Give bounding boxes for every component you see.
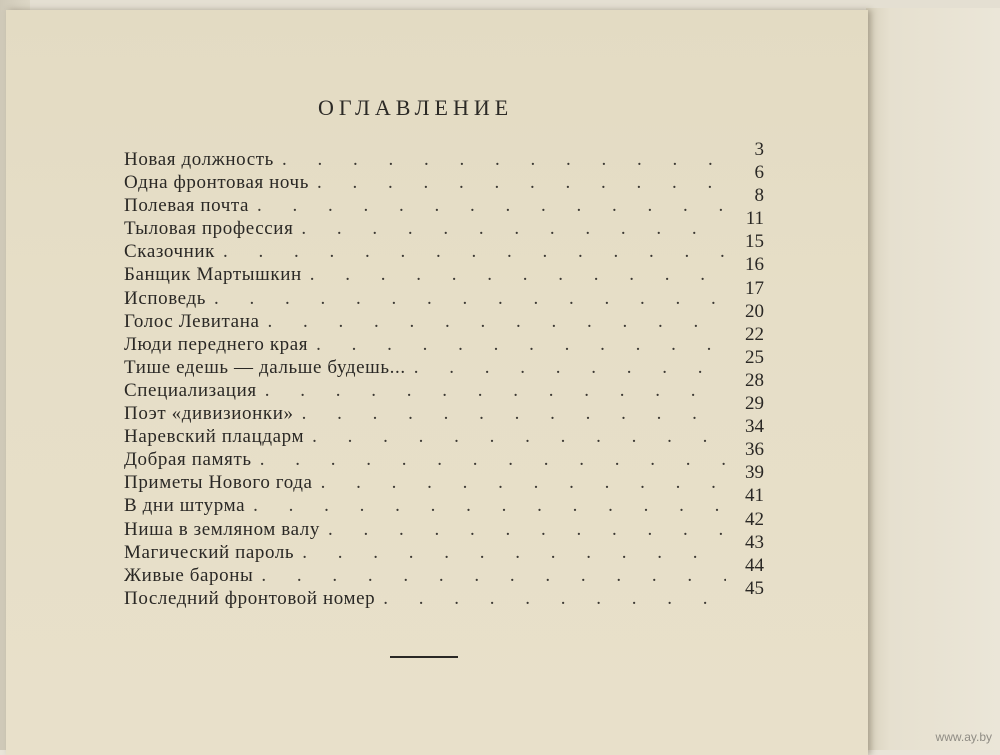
leader-dots	[321, 471, 726, 494]
toc-entry-page: 20	[745, 300, 764, 322]
toc-entry	[124, 485, 764, 517]
toc-entry-page: 3	[754, 139, 764, 160]
toc-entry-page: 34	[745, 416, 764, 438]
leader-dots	[317, 171, 726, 194]
page-title: ОГЛАВЛЕНИЕ	[318, 95, 514, 120]
toc-entry-title: В дни штурма	[124, 495, 246, 517]
toc-entry-page: 29	[745, 393, 764, 415]
toc-entry	[124, 369, 764, 402]
toc-entry-title: Исповедь	[124, 287, 206, 309]
toc-entry-title: Тыловая профессия	[124, 218, 294, 240]
toc-entry-page: 28	[745, 369, 764, 391]
toc-entry	[124, 577, 764, 610]
toc-entry-title: Приметы Нового года	[124, 472, 313, 494]
leader-dots	[282, 148, 726, 171]
leader-dots	[214, 287, 726, 310]
toc-entry-title: Новая должность	[124, 149, 274, 170]
leader-dots	[257, 194, 726, 217]
leader-dots	[261, 564, 726, 587]
toc-entry	[124, 139, 764, 171]
toc-entry	[124, 162, 764, 194]
toc-entry-page: 41	[745, 485, 764, 507]
toc-entry-title: Банщик Мартышкин	[124, 264, 302, 286]
toc-entry	[124, 231, 764, 263]
leader-dots	[328, 518, 726, 541]
toc-entry-page: 25	[745, 346, 764, 368]
toc-entry-title: Тише едешь — дальше будешь...	[124, 356, 406, 378]
toc-entry-page: 22	[745, 323, 764, 345]
adjacent-page	[866, 8, 1000, 750]
leader-dots	[302, 541, 726, 564]
toc-entry-title: Наревский плацдарм	[124, 426, 305, 448]
leader-dots	[301, 217, 726, 240]
toc-entry-title: Магический пароль	[124, 541, 295, 563]
toc-entry-page: 16	[745, 254, 764, 276]
toc-entry	[124, 277, 764, 310]
toc-entry-title: Сказочник	[124, 241, 215, 263]
toc-entry	[124, 531, 764, 564]
toc-entry-title: Голос Левитана	[124, 310, 260, 332]
toc-entry-title: Специализация	[124, 379, 257, 401]
toc-entry-page: 36	[745, 439, 764, 461]
toc-entry	[124, 254, 764, 286]
leader-dots	[302, 402, 726, 425]
leader-dots	[310, 263, 726, 286]
leader-dots	[414, 356, 726, 379]
toc-entry	[124, 508, 764, 541]
leader-dots	[223, 240, 726, 263]
toc-entry-page: 39	[745, 462, 764, 484]
toc-entry-page: 6	[754, 162, 764, 184]
toc-entry-title: Полевая почта	[124, 195, 250, 217]
toc-entry-page: 42	[745, 508, 764, 530]
toc-entry-page: 11	[745, 208, 764, 230]
watermark: www.ay.by	[935, 730, 992, 744]
toc-entry-title: Ниша в земляном валу	[124, 518, 320, 540]
toc-entry	[124, 323, 764, 356]
toc-entry	[124, 300, 764, 333]
toc-entry-page: 17	[745, 277, 764, 299]
toc-entry	[124, 554, 764, 587]
toc-entry-page: 8	[754, 185, 764, 207]
leader-dots	[260, 448, 726, 471]
leader-dots	[265, 379, 726, 402]
leader-dots	[383, 587, 726, 610]
table-of-contents	[124, 139, 764, 610]
end-rule	[390, 656, 458, 658]
leader-dots	[253, 494, 726, 517]
toc-entry-title: Поэт «дивизионки»	[124, 403, 294, 425]
toc-entry	[124, 208, 764, 240]
toc-entry-page: 43	[745, 531, 764, 553]
toc-entry-title: Люди переднего края	[124, 333, 309, 355]
toc-entry-page: 44	[745, 554, 764, 576]
toc-entry	[124, 393, 764, 425]
toc-entry-page: 15	[745, 231, 764, 253]
leader-dots	[316, 333, 726, 356]
toc-entry-page: 45	[745, 577, 764, 599]
toc-entry	[124, 416, 764, 448]
toc-entry	[124, 185, 764, 217]
toc-entry	[124, 346, 764, 379]
toc-entry-title: Живые бароны	[124, 564, 254, 586]
leader-dots	[312, 425, 726, 448]
toc-entry-title: Последний фронтовой номер	[124, 587, 376, 609]
toc-entry-title: Добрая память	[124, 449, 252, 471]
toc-entry	[124, 462, 764, 494]
toc-entry-title: Одна фронтовая ночь	[124, 172, 309, 194]
leader-dots	[268, 310, 727, 333]
toc-entry	[124, 439, 764, 471]
